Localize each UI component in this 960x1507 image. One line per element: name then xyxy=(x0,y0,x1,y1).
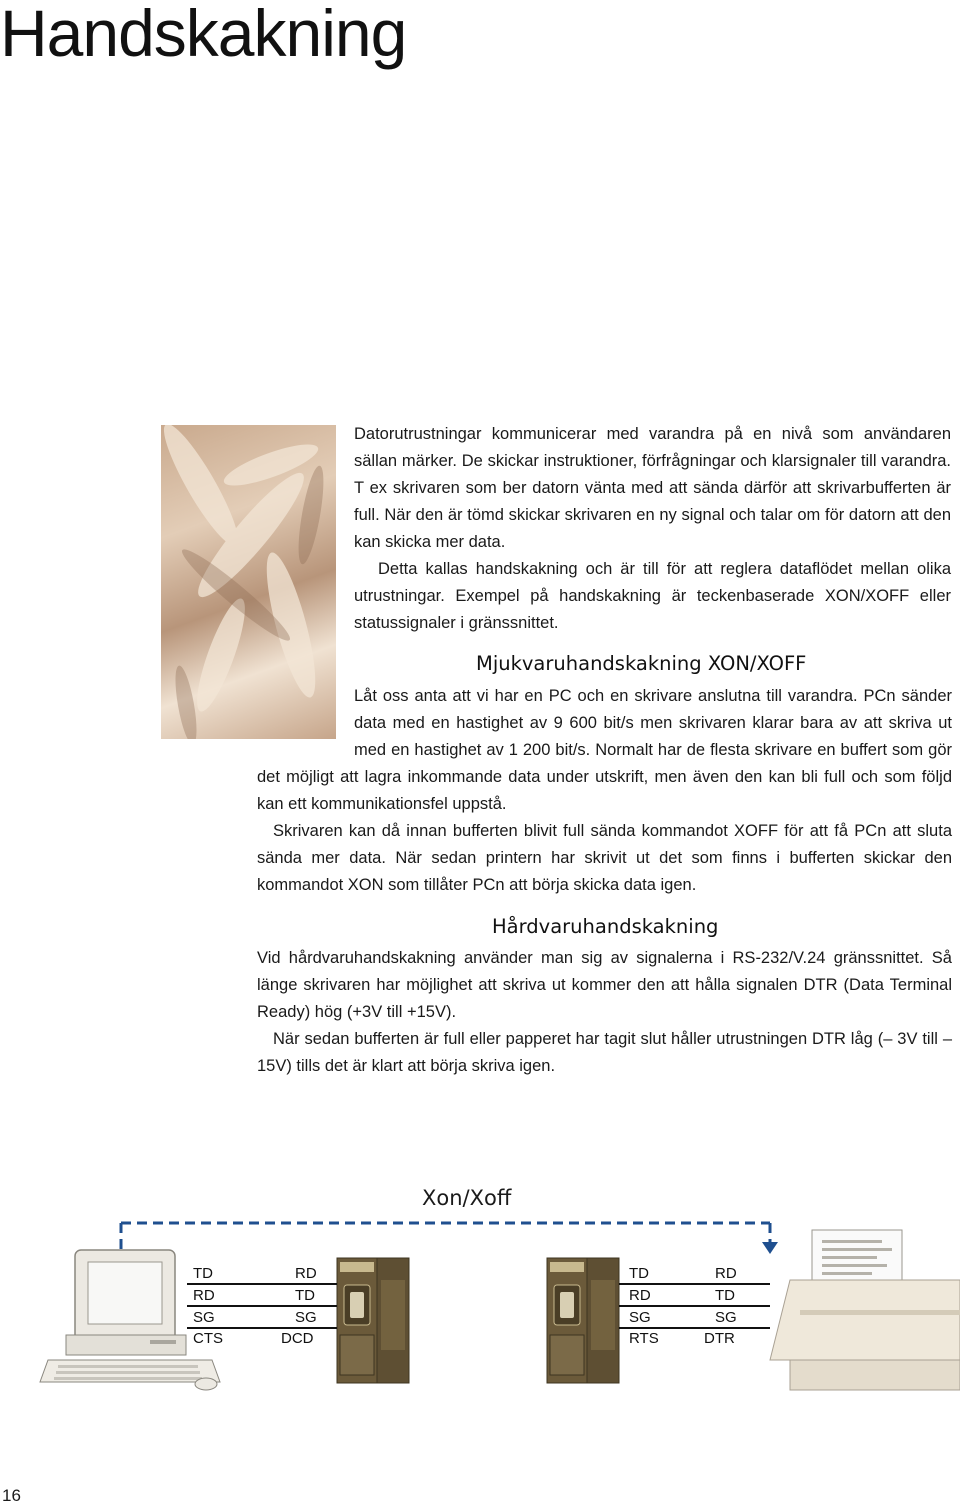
right-signal-a-3: SG xyxy=(629,1309,651,1326)
left-signal-b-2: TD xyxy=(295,1287,315,1304)
printer-icon xyxy=(770,1230,960,1390)
intro-paragraph-1: Datorutrustningar kommunicerar med varandra på en nivå som användaren sällan märker. De skickar instruktioner, förfrågningar och klarsignaler till varandra. T ex skrivaren som ber datorn vänta med att sända därför att skrivarbufferten är full. När den är tömd skickar skrivaren en ny signal och talar om för datorn att den kan skicka mer data. xyxy=(354,425,951,551)
page-number: 16 xyxy=(2,1486,21,1505)
left-signal-b-1: RD xyxy=(295,1265,317,1282)
left-signal-a-4: CTS xyxy=(193,1330,223,1347)
text-wrap-spacer xyxy=(257,683,354,761)
left-interface-converter-icon xyxy=(337,1258,409,1383)
left-signal-a-3: SG xyxy=(193,1309,215,1326)
intro-paragraph-2: Detta kallas handskakning och är till för att reglera dataflödet mellan olika utrustningar. Exempel på handskakning är teckenbaserade XON/XOFF eller statussignaler i gränssnittet. xyxy=(354,560,951,632)
diagram-title: Xon/Xoff xyxy=(422,1186,512,1210)
hardware-paragraph-2: När sedan bufferten är full eller papperet har tagit slut håller utrustningen DTR låg (– 3V till –15V) tills det är klart att börja skriva igen. xyxy=(257,1030,952,1075)
software-paragraph-2: Skrivaren kan då innan bufferten blivit full sända kommandot XOFF för att få PCn att sluta sända mer data. När sedan printern har skrivit ut det som finns i bufferten skickar den kommandot XON som tillåter PCn att börja skicka data igen. xyxy=(257,822,952,894)
connection-diagram xyxy=(0,1210,960,1410)
left-signal-b-3: SG xyxy=(295,1309,317,1326)
page-title: Handskakning xyxy=(0,0,407,70)
software-paragraph-1: Låt oss anta att vi har en PC och en skrivare anslutna till varandra. PCn sänder data med en hastighet av 9 600 bit/s men skrivaren klarar bara av att skriva ut med en hastighet av 1 200 bit/s. Normalt har de flesta skrivare en buffert som gör det möjligt att lagra inkommande data under utskrift, men även den kan bli full och som följd kan ett kommunikationsfel uppstå. xyxy=(257,683,952,818)
right-signal-b-2: TD xyxy=(715,1287,735,1304)
hardware-handshake-heading: Hårdvaruhandskakning xyxy=(492,915,719,938)
right-signal-b-3: SG xyxy=(715,1309,737,1326)
right-signal-a-4: RTS xyxy=(629,1330,659,1347)
left-signal-a-2: RD xyxy=(193,1287,215,1304)
arrow-down-right-icon xyxy=(762,1242,778,1254)
right-interface-converter-icon xyxy=(547,1258,619,1383)
left-signal-b-4: DCD xyxy=(281,1330,314,1347)
software-handshake-heading: Mjukvaruhandskakning XON/XOFF xyxy=(476,652,807,675)
hardware-paragraph-1: Vid hårdvaruhandskakning använder man sig av signalerna i RS-232/V.24 gränssnittet. Så länge skrivaren har möjlighet att skriva ut kommer den att hålla signalen DTR (Data Terminal Ready) hög (+3V till +15V). xyxy=(257,949,952,1021)
left-signal-a-1: TD xyxy=(193,1265,213,1282)
right-signal-a-2: RD xyxy=(629,1287,651,1304)
dashed-flow-line xyxy=(121,1223,770,1250)
right-signal-b-1: RD xyxy=(715,1265,737,1282)
right-signal-b-4: DTR xyxy=(704,1330,735,1347)
right-signal-a-1: TD xyxy=(629,1265,649,1282)
